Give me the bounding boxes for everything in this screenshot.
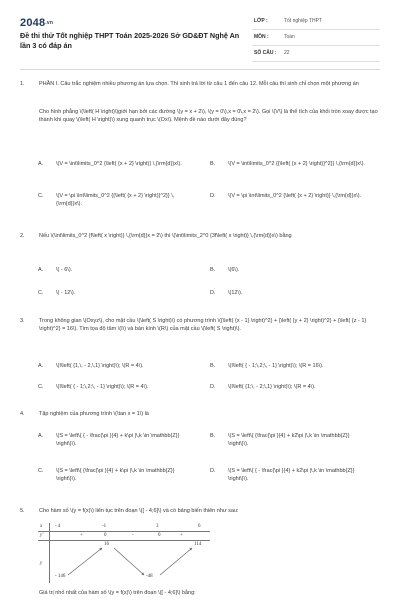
option-text: \(V = \pi \int\limits_0^2 {\left( {x + 2} \right)} \,{\rm{d}}x\). [228,193,362,199]
table-x-value: 3 [156,524,159,529]
option-label: C. [38,290,44,296]
option-label: D. [210,193,216,199]
table-y-value: 114 [194,542,202,547]
question-number: 5. [20,508,25,514]
header [0,0,400,70]
option-label: B. [210,363,216,369]
exam-info-table [252,14,380,62]
table-x-label: x [40,524,43,529]
arrow-up [68,548,102,575]
option-label: C. [38,193,44,199]
option-text: \(S = \left\{ { - \frac{\pi }{4} + k\pi |\,k \in \mathbb{Z}} \right\}\). [56,433,180,447]
arrow-down [114,548,144,575]
option-text: \(S = \left\{ {\frac{\pi }{4} + k\pi |\,k \in \mathbb{Z}} \right\}\). [56,468,175,482]
question-number: 3. [20,318,25,324]
variation-arrows [38,523,210,583]
table-y-value: 16 [104,542,109,547]
option-label: A. [38,267,44,273]
table-sign: - [132,533,134,538]
option-text: \(V = \int\limits_0^2 {{\left( {x + 2} \right)}^2}} \,{\rm{d}}x\). [228,161,365,167]
info-value: Toán [284,34,295,40]
info-row-subject [252,30,380,46]
option-label: C. [38,384,44,390]
site-logo[interactable] [20,17,53,29]
question-text: Tập nghiệm của phương trình \(\tan x = 1\) là [39,411,149,417]
table-y-value: - 146 [55,574,66,579]
option-text: \(S = \left\{ { - \frac{\pi }{4} + k2\pi |\,k \in \mathbb{Z}} \right\}\). [228,468,355,482]
exam-title: Đề thi thử Tốt nghiệp THPT Toán 2025-2026 Sở GD&ĐT Nghệ An lần 3 có đáp án [20,31,240,50]
info-row-count [252,46,380,62]
option-label: D. [210,290,216,296]
option-label: B. [210,161,216,167]
option-label: A. [38,433,44,439]
option-label: B. [210,433,216,439]
variation-table [38,523,210,583]
arrow-up [160,548,192,575]
option-text: \( - 6\). [56,267,73,273]
info-label: LỚP : [254,18,268,24]
question-text: Cho hàm số \(y = f(x)\) liên tục trên đoạn \([ - 4;6]\) và có bảng biến thiên như sau: [39,508,239,514]
logo-main: 2048 [20,17,46,29]
info-label: SỐ CÂU : [254,50,277,56]
option-label: C. [38,468,44,474]
option-text: \(V = \int\limits_0^2 {\left( {x + 2} \right)} \,{\rm{d}}x\). [56,161,182,167]
logo-suffix: .vn [45,20,54,26]
option-text: \(I\left( {1;\, - 2;\,1} \right)\); \(R = 4\). [228,384,316,390]
info-value: 22 [284,50,290,56]
question-text: Nếu \(\int\limits_0^2 {f\left( x \right)} \,{\rm{d}}x = 2\) thì \(\int\limits_2^0 {3f\left( x \right)} \,{\rm{d}}x\) bằng [39,233,292,239]
option-text: \(12\). [228,290,243,296]
question-text: PHẦN I. Câu trắc nghiệm nhiều phương án lựa chọn. Thí sinh trả lời từ câu 1 đến câu 12. Mỗi câu thí sinh chỉ chọn một phương án [39,81,359,87]
info-row-class [252,14,380,30]
table-y-label: y [40,561,43,566]
option-label: A. [38,363,44,369]
header-divider [20,69,380,70]
info-value: Tốt nghiệp THPT [284,18,322,24]
table-sign: 0 [104,533,107,538]
option-text: \(S = \left\{ {\frac{\pi }{4} + k2\pi |\,k \in \mathbb{Z}} \right\}\). [228,433,350,447]
question-number: 1. [20,81,25,87]
table-yprime-label: y' [40,533,44,538]
question-number: 2. [20,233,25,239]
option-text: \(6\). [228,267,240,273]
table-x-value: -1 [102,524,107,529]
option-text: \(V = \pi \int\limits_0^2 {{\left( {x + 2} \right)}^2}} \,{\rm{d}}x\). [56,193,175,207]
question-number: 4. [20,411,25,417]
table-sign: 0 [158,533,161,538]
table-x-value: - 4 [55,524,61,529]
option-label: B. [210,267,216,273]
option-text: \(I\left( { - 1;\,2;\, - 1} \right)\); \(R = 4\). [56,384,149,390]
question-text-2: Cho hình phẳng \(\left( H \right)\)giới hạn bởi các đường \(y = x + 2\), \(y = 0\),x = 0\,x = 2\). Gọi \(V\) là thể tích của khối tròn xoay được tạo thành khi quay \(\left( H \right)\) xung quanh trục \(Ox\). Mệnh đề nào dưới đây đúng? [39,109,378,124]
option-label: D. [210,384,216,390]
question-text-after: Giá trị nhỏ nhất của hàm số \(y = f(x)\) trên đoạn \([ - 4;6]\) bằng: [39,590,196,596]
info-label: MÔN : [254,34,269,40]
table-x-value: 6 [198,524,201,529]
option-text: \( - 12\). [56,290,76,296]
option-label: A. [38,161,44,167]
option-label: D. [210,468,216,474]
question-text: Trong không gian \(Oxyz\), cho mặt cầu \(\left( S \right)\) có phương trình \({\left( {x - 1} \right)^2} + {\left( {y + 2} \right)^2} + {\left( {z - 1} \right)^2} = 16\). Tìm tọa độ tâm \(I\) và bán kính \(R\) của mặt cầu \(\left( S \right)\). [39,318,367,333]
option-text: \(I\left( { - 1;\,2;\, - 1} \right)\); \(R = 16\). [228,363,324,369]
table-y-value: -48 [146,574,153,579]
table-sign: + [180,533,183,538]
table-sign: + [80,533,83,538]
option-text: \(I\left( {1,\, - 2,\,1} \right)\); \(R = 4\). [56,363,144,369]
